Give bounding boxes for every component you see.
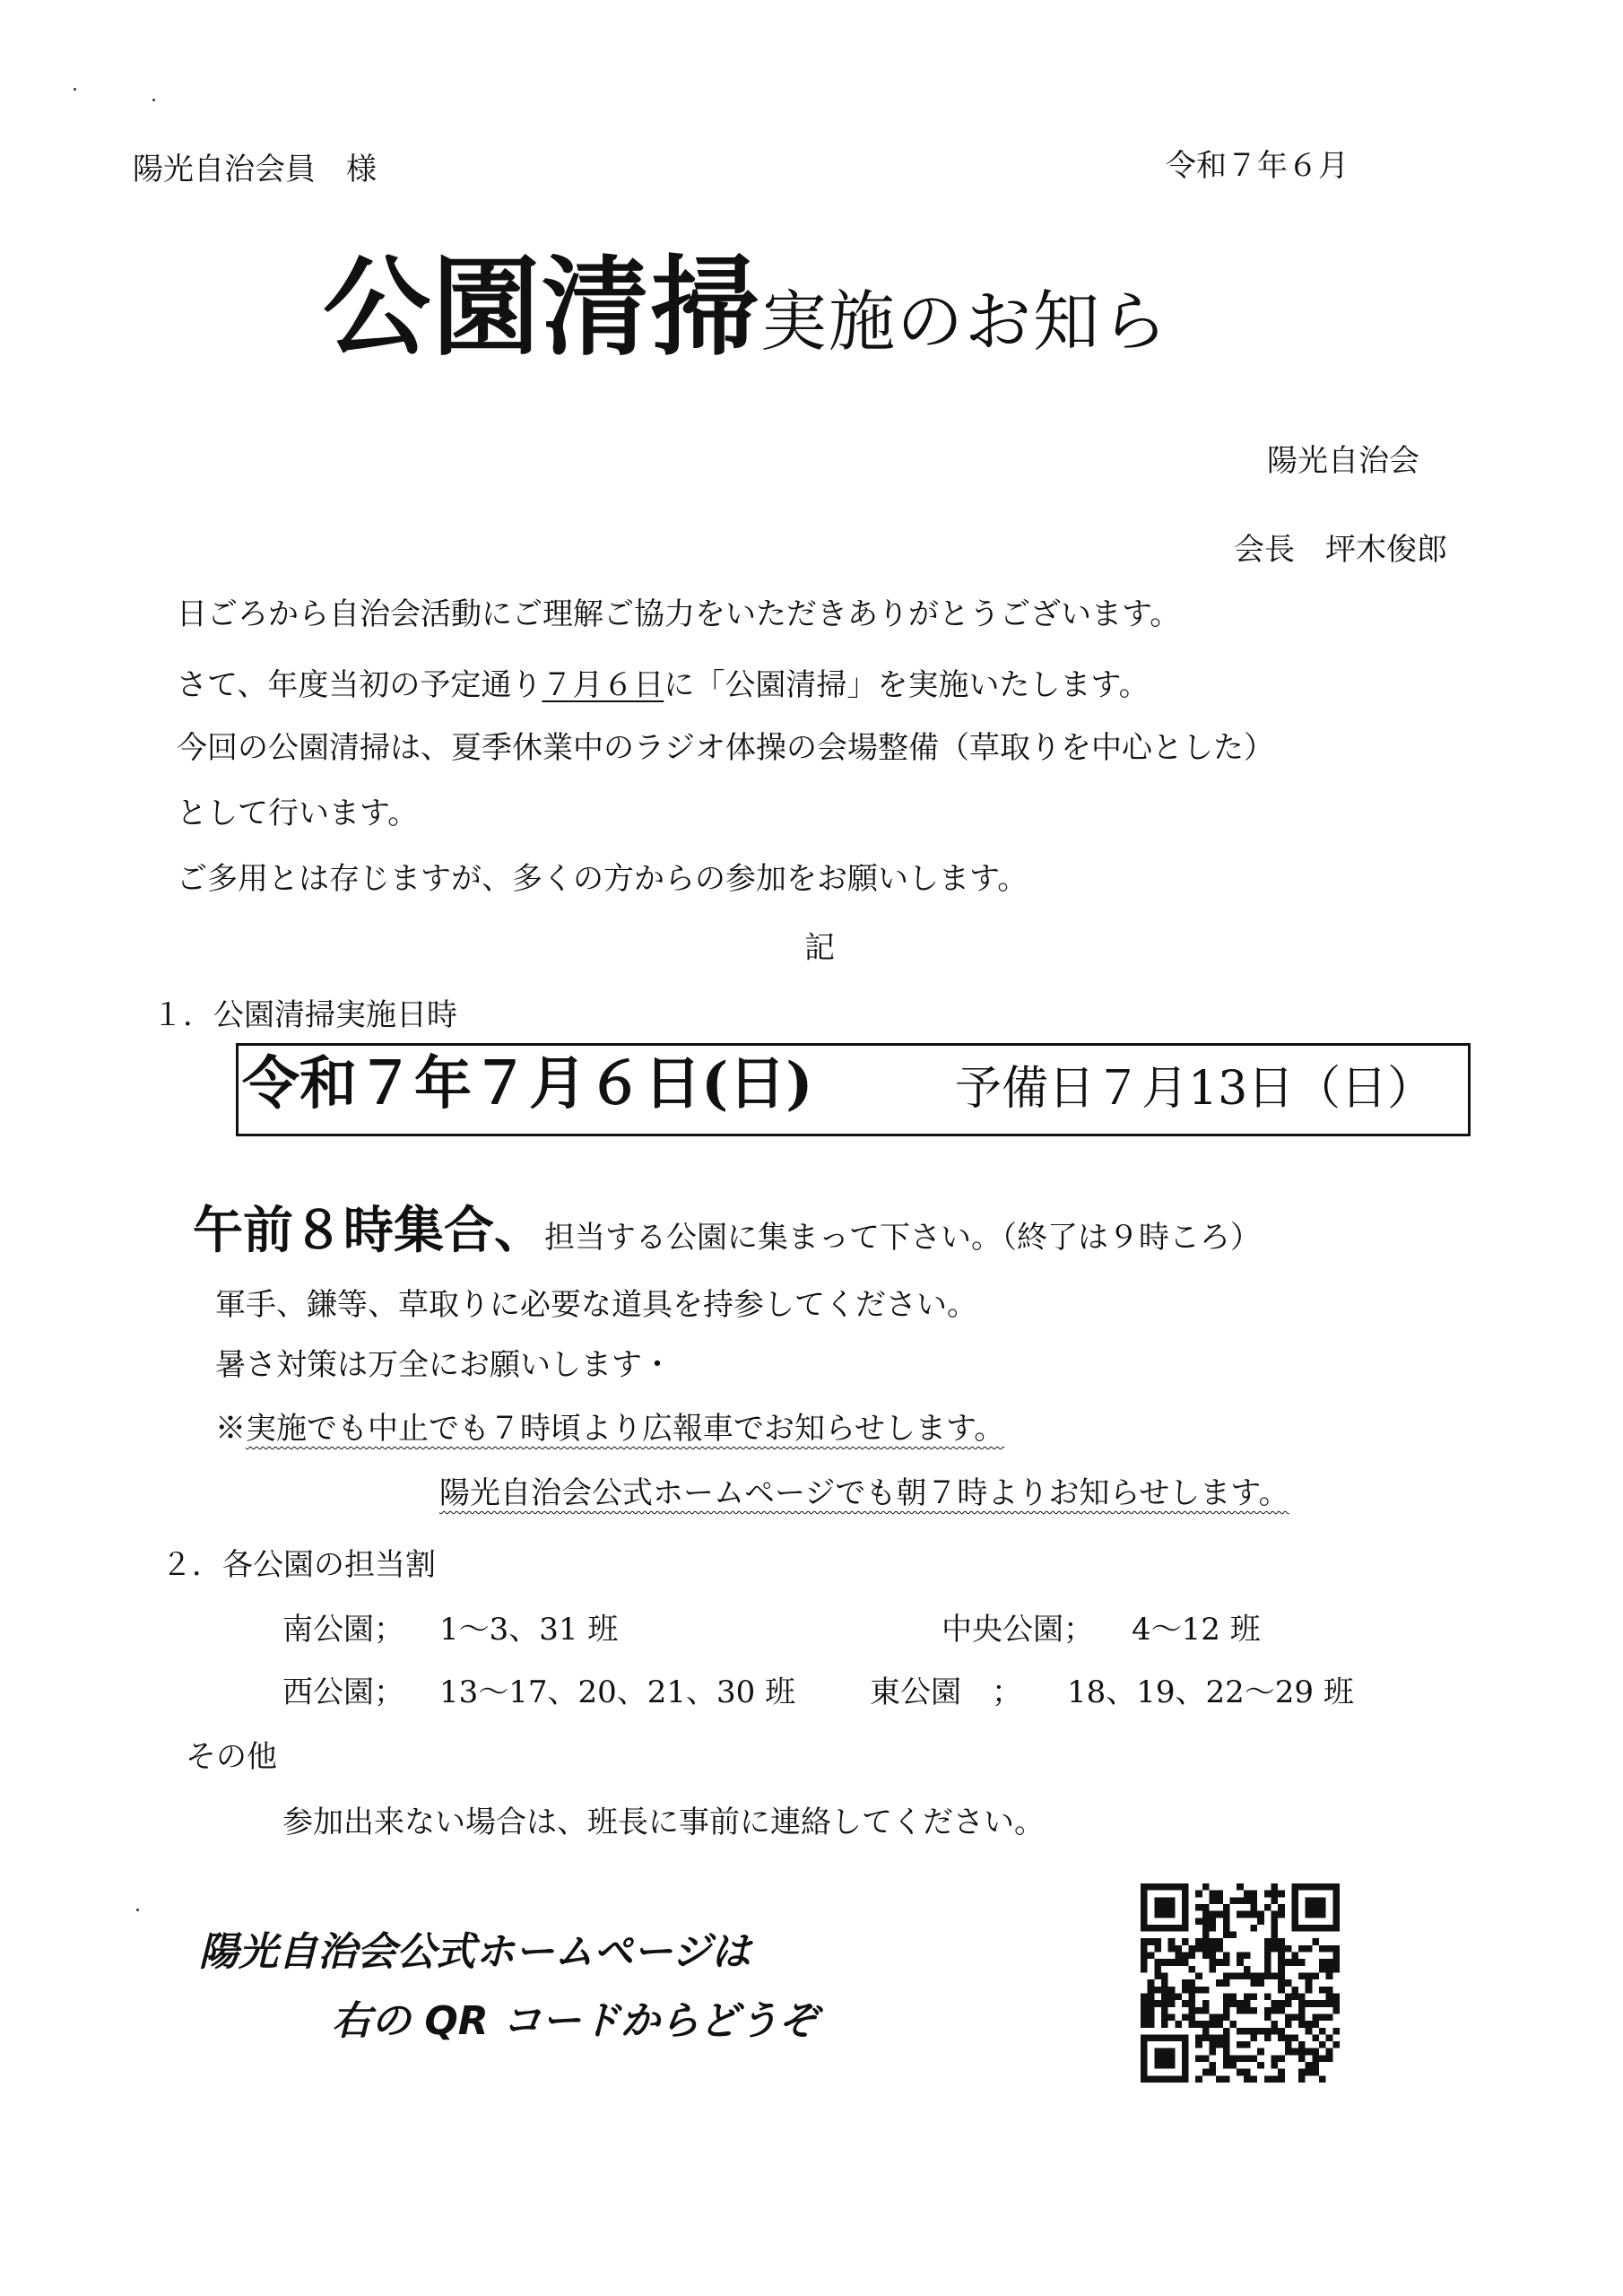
scan-speck: [136, 1909, 139, 1911]
park-east-groups: 18、19、22～29 班: [1067, 1674, 1354, 1710]
body-line-2: [177, 667, 1150, 703]
notice-mark: ※: [215, 1411, 246, 1447]
homepage-note-line-1: 陽光自治会公式ホームページは: [199, 1929, 751, 1975]
title-main: 公園清掃: [323, 244, 760, 370]
title-sub: 実施のお知ら: [760, 283, 1169, 361]
event-date-underlined: ７月６日: [542, 667, 664, 703]
scan-speck: [74, 88, 76, 91]
qr-code-icon[interactable]: [1141, 1883, 1340, 2083]
park-west-name: 西公園；: [282, 1674, 404, 1710]
section-2-heading: ２．各公園の担当割: [161, 1547, 436, 1583]
section-1-heading: １．公園清掃実施日時: [152, 997, 457, 1033]
body-line-1: 日ごろから自治会活動にご理解ご協力をいただきありがとうございます。: [177, 596, 1181, 632]
ki-mark: 記: [804, 930, 835, 966]
body-line-5: ご多用とは存じますが、多くの方からの参加をお願いします。: [177, 861, 1028, 897]
date-spare: 予備日７月13日（日）: [955, 1062, 1435, 1116]
hp-notice: 陽光自治会公式ホームページでも朝７時よりお知らせします。: [439, 1475, 1289, 1511]
date-main: 令和７年７月６日(日): [242, 1050, 813, 1118]
sender-org: 陽光自治会: [1267, 443, 1419, 479]
park-central-name: 中央公園；: [942, 1612, 1094, 1648]
body-line-2-post: に「公園清掃」を実施いたします。: [664, 667, 1150, 703]
park-east-name: 東公園 ；: [870, 1674, 1022, 1710]
bring-tools: 軍手、鎌等、草取りに必要な道具を持参してください。: [215, 1287, 977, 1323]
body-line-4: として行います。: [177, 796, 419, 831]
park-central-groups: 4～12 班: [1132, 1612, 1261, 1648]
gather-instruction: 担当する公園に集まって下さい。（終了は９時ころ）: [544, 1220, 1261, 1256]
page-title: [323, 244, 1169, 370]
addressee: 陽光自治会員 様: [133, 152, 377, 187]
sender-president: 会長 坪木俊郎: [1234, 532, 1447, 568]
body-line-2-pre: さて、年度当初の予定通り: [177, 667, 542, 703]
homepage-note-line-2: 右の QR コードからどうぞ: [332, 1998, 818, 2044]
heat-measures: 暑さ対策は万全にお願いします・: [215, 1347, 673, 1383]
other-text: 参加出来ない場合は、班長に事前に連絡してください。: [282, 1805, 1045, 1840]
gather-line: [193, 1202, 1261, 1260]
other-heading: その他: [186, 1739, 277, 1775]
issue-date: 令和７年６月: [1166, 148, 1349, 184]
park-west-groups: 13～17、20、21、30 班: [439, 1674, 796, 1710]
scan-speck: [152, 99, 155, 101]
gather-time: 午前８時集合、: [193, 1202, 544, 1260]
park-south-groups: 1～3、31 班: [439, 1612, 619, 1648]
park-south-name: 南公園；: [282, 1612, 404, 1648]
notice-text: 実施でも中止でも７時頃より広報車でお知らせします。: [246, 1411, 1005, 1447]
broadcast-notice: [215, 1411, 1005, 1447]
body-line-3: 今回の公園清掃は、夏季休業中のラジオ体操の会場整備（草取りを中心とした）: [177, 730, 1274, 766]
